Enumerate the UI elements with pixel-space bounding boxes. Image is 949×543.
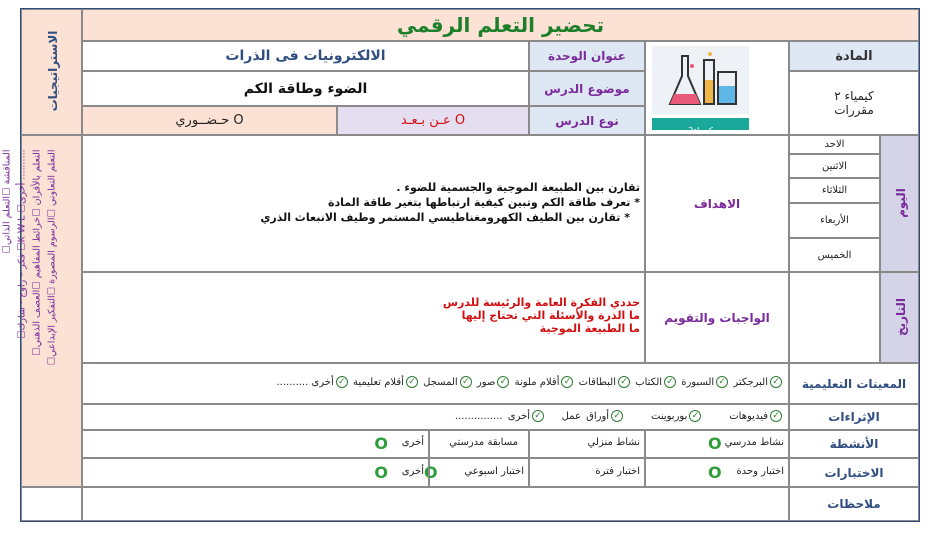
aid-option[interactable]: ✓البرجكتر xyxy=(733,377,784,388)
day-item-label: الأربعاء xyxy=(820,215,849,226)
check-circle-icon: ✓ xyxy=(770,376,782,388)
lesson-label-cell xyxy=(529,71,645,106)
homework-item-1[interactable]: حددي الفكرة العامة والرئيسة للدرس xyxy=(442,296,640,309)
strategies-label: الاستراتيجيات xyxy=(46,30,60,112)
unit-value[interactable]: الالكترونيات فى الذرات xyxy=(225,48,386,64)
radio-circle-icon: O xyxy=(424,463,438,482)
strategy-col-1[interactable]: ☐التعلم التعاوني ☐الرسوم المصورة ☐التفكير الإبداعي xyxy=(46,149,58,366)
homework-item-3[interactable]: ما الطبيعة الموجية xyxy=(539,322,640,335)
test-option-label: اختبار وحدة xyxy=(736,466,784,477)
activity-option-label: مسابقة مدرستي xyxy=(449,437,518,448)
subject-label: المادة xyxy=(835,48,873,64)
radio-circle-icon: O xyxy=(708,434,722,453)
subject-value-line2[interactable]: مقررات xyxy=(834,103,874,117)
homework-label: الواجبات والتقويم xyxy=(664,310,770,325)
check-circle-icon: ✓ xyxy=(618,376,630,388)
activity-option[interactable] xyxy=(529,430,645,458)
homework-label-cell xyxy=(645,272,789,363)
date-value-cell[interactable] xyxy=(789,272,880,363)
radio-circle-icon: O xyxy=(374,434,388,453)
strategy-col-2[interactable]: ☐التعلم بالأقران ☐خرائط المفاهيم ☐العصف الذهني xyxy=(31,149,43,356)
check-circle-icon: ✓ xyxy=(716,376,728,388)
chemistry-illustration xyxy=(652,46,749,114)
radio-circle-icon: O xyxy=(374,463,388,482)
subject-image-caption-bar xyxy=(652,118,749,135)
day-item-label: الخميس xyxy=(817,249,852,261)
notes-value-cell[interactable] xyxy=(82,487,789,521)
aid-option[interactable]: ✓البطاقات xyxy=(579,377,632,388)
activities-label: الأنشطة xyxy=(829,437,879,451)
objective-1[interactable]: تقارن بين الطبيعة الموجية والجسمية للضوء . xyxy=(396,181,640,194)
aid-option[interactable]: ✓صور xyxy=(477,377,512,388)
activity-option[interactable] xyxy=(82,430,429,458)
aid-option[interactable]: ✓المسجل xyxy=(423,377,474,388)
lesson-type-label-cell xyxy=(529,106,645,135)
strategies-options-cell xyxy=(1,135,82,487)
date-label-cell xyxy=(880,272,919,363)
enrichment-option[interactable]: ✓أخرى ............... xyxy=(455,411,546,422)
check-circle-icon: ✓ xyxy=(406,376,418,388)
tests-label: الاختبارات xyxy=(824,465,884,480)
day-item[interactable] xyxy=(789,203,880,238)
test-option-label: اختبار اسبوعي xyxy=(464,466,524,477)
page-title: تحضير التعلم الرقمي xyxy=(396,13,605,37)
test-option[interactable] xyxy=(645,458,789,487)
aid-option[interactable]: ✓أقلام ملونة xyxy=(515,377,576,388)
lesson-type-label: نوع الدرس xyxy=(555,113,619,128)
subject-image-cell xyxy=(645,41,789,135)
enrichment-label: الإثراءات xyxy=(828,410,880,424)
aid-option[interactable]: ✓السبورة xyxy=(681,377,730,388)
enrichment-value-cell xyxy=(82,404,789,430)
day-item-label: الاثنين xyxy=(822,160,847,172)
test-option-label: أخرى xyxy=(401,466,424,477)
activity-option-label: نشاط مدرسي xyxy=(724,437,784,448)
check-circle-icon: ✓ xyxy=(497,376,509,388)
day-item-label: الاحد xyxy=(824,139,845,150)
unit-value-cell xyxy=(82,41,529,71)
lesson-type-remote-cell[interactable] xyxy=(337,106,529,135)
objectives-value-cell xyxy=(82,135,645,272)
subject-value-line1[interactable]: كيمياء ٢ xyxy=(834,89,874,103)
enrichment-option[interactable]: ✓فيديوهات xyxy=(729,411,784,422)
enrichment-list xyxy=(455,410,784,422)
activity-option[interactable] xyxy=(645,430,789,458)
lesson-value-cell xyxy=(82,71,529,106)
aids-label: المعينات التعليمية xyxy=(801,376,907,391)
subject-label-cell xyxy=(789,41,919,71)
day-item[interactable] xyxy=(789,135,880,154)
aid-option[interactable]: ✓أخرى .......... xyxy=(277,377,350,388)
objective-3[interactable]: * تقارن بين الطيف الكهرومغناطيسي المستمر وطيف الانبعاث الذري xyxy=(260,211,630,224)
enrichment-option[interactable]: ✓بوربوينت xyxy=(651,411,703,422)
check-circle-icon: ✓ xyxy=(664,376,676,388)
check-circle-icon: ✓ xyxy=(770,410,782,422)
check-circle-icon: ✓ xyxy=(336,376,348,388)
test-option-label: اختبار فترة xyxy=(595,466,640,477)
enrichment-label-cell xyxy=(789,404,919,430)
aids-value-cell xyxy=(82,363,789,404)
flask-icon xyxy=(652,46,749,114)
strategy-col-3[interactable]: ☐فكر – زاوج - شارك ☐K W L ☐أخرى .......... xyxy=(16,149,28,339)
lesson-label: موضوع الدرس xyxy=(544,81,630,96)
aids-label-cell xyxy=(789,363,919,404)
aid-option[interactable]: ✓أقلام تعليمية xyxy=(353,377,420,388)
unit-label-cell xyxy=(529,41,645,71)
enrichment-option[interactable]: ✓أوراق عمل xyxy=(562,411,625,422)
day-item[interactable] xyxy=(789,178,880,203)
activity-option-label: نشاط منزلي xyxy=(587,437,640,448)
activity-option[interactable] xyxy=(429,430,529,458)
day-label: اليوم xyxy=(894,188,908,218)
lesson-type-inperson[interactable]: حـضــوري O xyxy=(175,113,244,128)
aid-option[interactable]: ✓الكتاب xyxy=(635,377,678,388)
subject-value-cell xyxy=(789,71,919,135)
activity-option-label: أخرى xyxy=(401,437,424,448)
lesson-value[interactable]: الضوء وطاقة الكم xyxy=(243,80,368,97)
objective-2[interactable]: * تعرف طاقة الكم وتبين كيفية ارتباطها بتغير طاقة المادة xyxy=(328,196,640,209)
homework-item-2[interactable]: ما الذرة والأسئلة التي تحتاج إليها xyxy=(461,309,640,322)
day-label-cell xyxy=(880,135,919,272)
objectives-label-cell xyxy=(645,135,789,272)
activities-label-cell xyxy=(789,430,919,458)
test-option[interactable] xyxy=(424,458,529,487)
test-option[interactable] xyxy=(529,458,645,487)
radio-circle-icon: O xyxy=(708,463,722,482)
lesson-type-remote[interactable]: عـن بـعـد O xyxy=(400,113,466,128)
objectives-label: الاهداف xyxy=(693,196,741,211)
homework-value-cell xyxy=(82,272,645,363)
date-label: التاريخ xyxy=(894,297,908,337)
day-item-label: الثلاثاء xyxy=(821,185,848,196)
check-circle-icon: ✓ xyxy=(611,410,623,422)
header-bar xyxy=(82,9,919,41)
check-circle-icon: ✓ xyxy=(689,410,701,422)
notes-label-cell xyxy=(789,487,919,521)
tests-label-cell xyxy=(789,458,919,487)
day-item[interactable] xyxy=(789,238,880,272)
unit-label: عنوان الوحدة xyxy=(548,49,626,63)
check-circle-icon: ✓ xyxy=(460,376,472,388)
aids-list xyxy=(277,376,785,388)
subject-image-caption: كيمياء2 xyxy=(688,126,713,135)
notes-label: ملاحظات xyxy=(827,497,881,511)
lesson-type-inperson-cell[interactable] xyxy=(82,106,337,135)
strategy-col-4[interactable]: ☐المناقشة ☐التعلم الذاتي xyxy=(1,149,13,254)
strategies-label-cell xyxy=(21,9,82,135)
bottom-left-blank xyxy=(21,487,82,521)
day-item[interactable] xyxy=(789,154,880,178)
check-circle-icon: ✓ xyxy=(561,376,573,388)
check-circle-icon: ✓ xyxy=(532,410,544,422)
test-option[interactable] xyxy=(82,458,429,487)
